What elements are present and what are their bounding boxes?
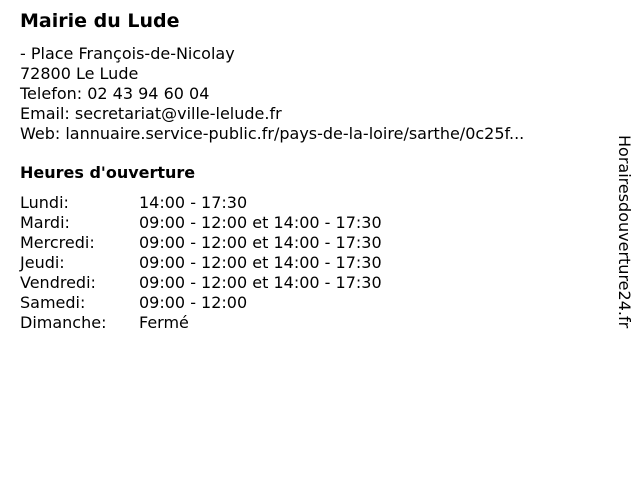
website-url: Web: lannuaire.service-public.fr/pays-de-la-loire/sarthe/0c25f... [20, 124, 525, 143]
address-block [20, 44, 600, 144]
day-hours: Fermé [139, 313, 189, 332]
hours-row-saturday [20, 293, 600, 313]
phone-number: Telefon: 02 43 94 60 04 [20, 84, 210, 103]
day-label: Lundi: [20, 193, 69, 212]
hours-heading: Heures d'ouverture [20, 163, 196, 182]
day-hours: 09:00 - 12:00 [139, 293, 248, 312]
day-hours: 09:00 - 12:00 et 14:00 - 17:30 [139, 233, 382, 252]
hours-row-wednesday [20, 233, 600, 253]
hours-row-friday [20, 273, 600, 293]
hours-table [20, 193, 600, 333]
day-hours: 09:00 - 12:00 et 14:00 - 17:30 [139, 273, 382, 292]
day-label: Dimanche: [20, 313, 107, 332]
site-watermark: Horairesdouverture24.fr [615, 135, 634, 329]
hours-row-sunday [20, 313, 600, 333]
day-label: Jeudi: [20, 253, 65, 272]
day-hours: 09:00 - 12:00 et 14:00 - 17:30 [139, 253, 382, 272]
email-address: Email: secretariat@ville-lelude.fr [20, 104, 282, 123]
day-label: Samedi: [20, 293, 86, 312]
day-label: Mercredi: [20, 233, 95, 252]
day-hours: 09:00 - 12:00 et 14:00 - 17:30 [139, 213, 382, 232]
day-hours: 14:00 - 17:30 [139, 193, 248, 212]
street-address: - Place François-de-Nicolay [20, 44, 235, 63]
day-label: Vendredi: [20, 273, 96, 292]
postal-city: 72800 Le Lude [20, 64, 139, 83]
opening-hours-card [20, 8, 600, 333]
page-title: Mairie du Lude [20, 10, 180, 32]
day-label: Mardi: [20, 213, 70, 232]
hours-row-tuesday [20, 213, 600, 233]
hours-row-monday [20, 193, 600, 213]
hours-row-thursday [20, 253, 600, 273]
